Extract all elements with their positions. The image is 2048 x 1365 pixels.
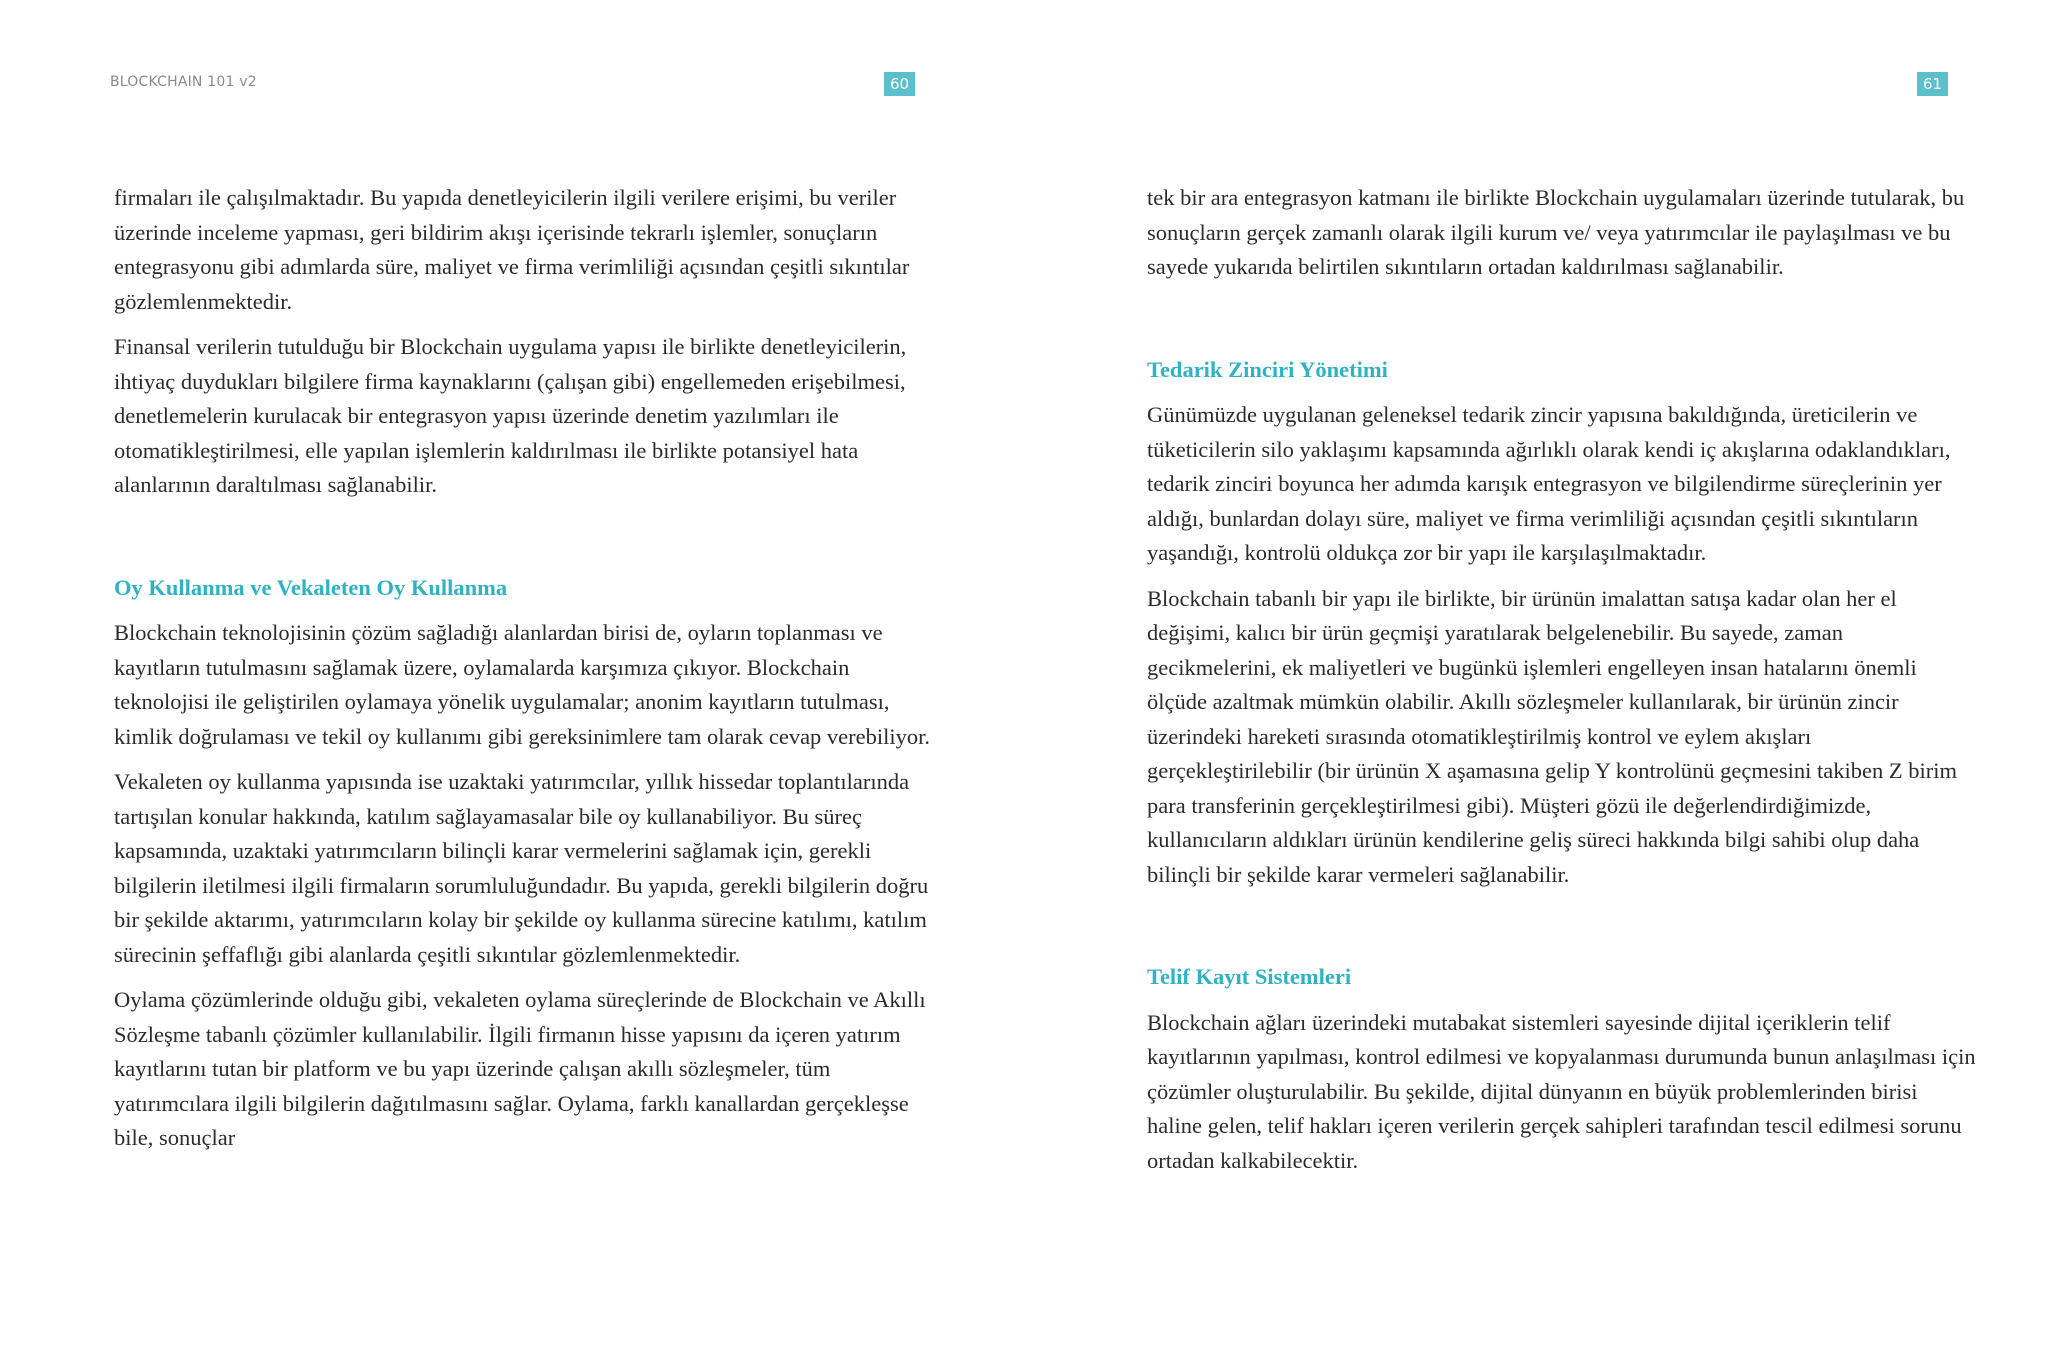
paragraph: Blockchain teknolojisinin çözüm sağladığı alanlardan birisi de, oyların toplanması ve kayıtların tutulmasını sağlamak üzere, oylamalarda karşımıza çıkıyor. Blockchain teknolojisi ile geliştirilen oylamaya yönelik uygulamalar; anonim kayıtların tutulması, kimlik doğrulaması ve tekil oy kullanımı gibi gereksinimlere tam olarak cevap verebiliyor. [114,620,931,749]
section-heading-voting: Oy Kullanma ve Vekaleten Oy Kullanma [114,574,508,600]
section-heading-copyright: Telif Kayıt Sistemleri [1147,964,1352,989]
page-number-left: 60 [884,72,915,96]
section-heading-supply-chain: Tedarik Zinciri Yönetimi [1147,356,1388,382]
paragraph: Finansal verilerin tutulduğu bir Blockchain uygulama yapısı ile birlikte denetleyicilerin, ihtiyaç duydukları bilgilere firma kaynaklarını (çalışan gibi) engellemeden erişebilmesi, denetlemelerin kurulacak bir entegrasyon yapısı üzerinde denetim yazılımları ile otomatikleştirilmesi, elle yapılan işlemlerin kaldırılması ile birlikte potansiyel hata alanlarının daraltılması sağlanabilir. [114,334,907,497]
paragraph: Oylama çözümlerinde olduğu gibi, vekaleten oylama süreçlerinde de Blockchain ve Akıllı Sözleşme tabanlı çözümler kullanılabilir. İlgili firmanın hisse yapısını da içeren yatırım kayıtlarını tutan bir platform ve bu yapı üzerinde çalışan akıllı sözleşmeler, tüm yatırımcılara ilgili bilgilerin dağıtılmasını sağlar. Oylama, farklı kanallardan gerçekleşse bile, sonuçlar [114,987,926,1150]
section-spacer [114,514,944,571]
page-number-right: 61 [1917,72,1948,96]
section-spacer [1147,296,1977,353]
left-page-column [114,181,944,1167]
paragraph: Vekaleten oy kullanma yapısında ise uzaktaki yatırımcılar, yıllık hissedar toplantılarında tartışılan konular hakkında, katılım sağlayamasalar bile oy kullanabiliyor. Bu süreç kapsamında, uzaktaki yatırımcıların bilinçli karar vermelerini sağlamak için, gerekli bilgilerin iletilmesi ilgili firmaların sorumluluğundadır. Bu yapıda, gerekli bilgilerin doğru bir şekilde aktarımı, yatırımcıların kolay bir şekilde oy kullanma sürecine katılımı, katılım sürecinin şeffaflığı gibi alanlarda çeşitli sıkıntılar gözlemlenmektedir. [114,769,929,967]
section-spacer [1147,903,1977,960]
paragraph: firmaları ile çalışılmaktadır. Bu yapıda denetleyicilerin ilgili verilere erişimi, bu veriler üzerinde inceleme yapması, geri bildirim akışı içerisinde tekrarlı işlemler, sonuçların entegrasyonu gibi adımlarda süre, maliyet ve firma verimliliği açısından çeşitli sıkıntılar gözlemlenmektedir. [114,185,910,314]
paragraph: Blockchain tabanlı bir yapı ile birlikte, bir ürünün imalattan satışa kadar olan her el değişimi, kalıcı bir ürün geçmişi yaratılarak belgelenebilir. Bu sayede, zaman gecikmelerini, ek maliyetleri ve bugünkü işlemleri engelleyen insan hatalarını önemli ölçüde azaltmak mümkün olabilir. Akıllı sözleşmeler kullanılarak, bir ürünün zincir üzerindeki hareketi sırasında otomatikleştirilmiş kontrol ve eylem akışları gerçekleştirilebilir (bir ürünün X aşamasına gelip Y kontrolünü geçmesini takiben Z birim para transferinin gerçekleştirilmesi gibi). Müşteri gözü ile değerlendirdiğimizde, kullanıcıların aldıkları ürünün kendilerine geliş süreci hakkında bilgi sahibi olup daha bilinçli bir şekilde karar vermeleri sağlanabilir. [1147,585,1957,887]
paragraph: Günümüzde uygulanan geleneksel tedarik zincir yapısına bakıldığında, üreticilerin ve tüketicilerin silo yaklaşımı kapsamında ağırlıklı olarak kendi iç akışlarına odaklandıkları, tedarik zinciri boyunca her adımda karışık entegrasyon ve bilgilendirme süreçlerinin yer aldığı, bunlardan dolayı süre, maliyet ve firma verimliliği açısından çeşitli sıkıntıların yaşandığı, kontrolü oldukça zor bir yapı ile karşılaşılmaktadır. [1147,402,1951,565]
right-page-column [1147,181,1977,1189]
running-title: BLOCKCHAIN 101 v2 [110,74,257,90]
paragraph: tek bir ara entegrasyon katmanı ile birlikte Blockchain uygulamaları üzerinde tutularak, bu sonuçların gerçek zamanlı olarak ilgili kurum ve/ veya yatırımcılar ile paylaşılması ve bu sayede yukarıda belirtilen sıkıntıların ortadan kaldırılması sağlanabilir. [1147,185,1965,279]
paragraph: Blockchain ağları üzerindeki mutabakat sistemleri sayesinde dijital içeriklerin telif kayıtlarının yapılması, kontrol edilmesi ve kopyalanması durumunda bunun anlaşılması için çözümler oluşturulabilir. Bu şekilde, dijital dünyanın en büyük problemlerinden birisi haline gelen, telif hakları içeren verilerin gerçek sahipleri tarafından tescil edilmesi sorunu ortadan kalkabilecektir. [1147,1009,1976,1173]
